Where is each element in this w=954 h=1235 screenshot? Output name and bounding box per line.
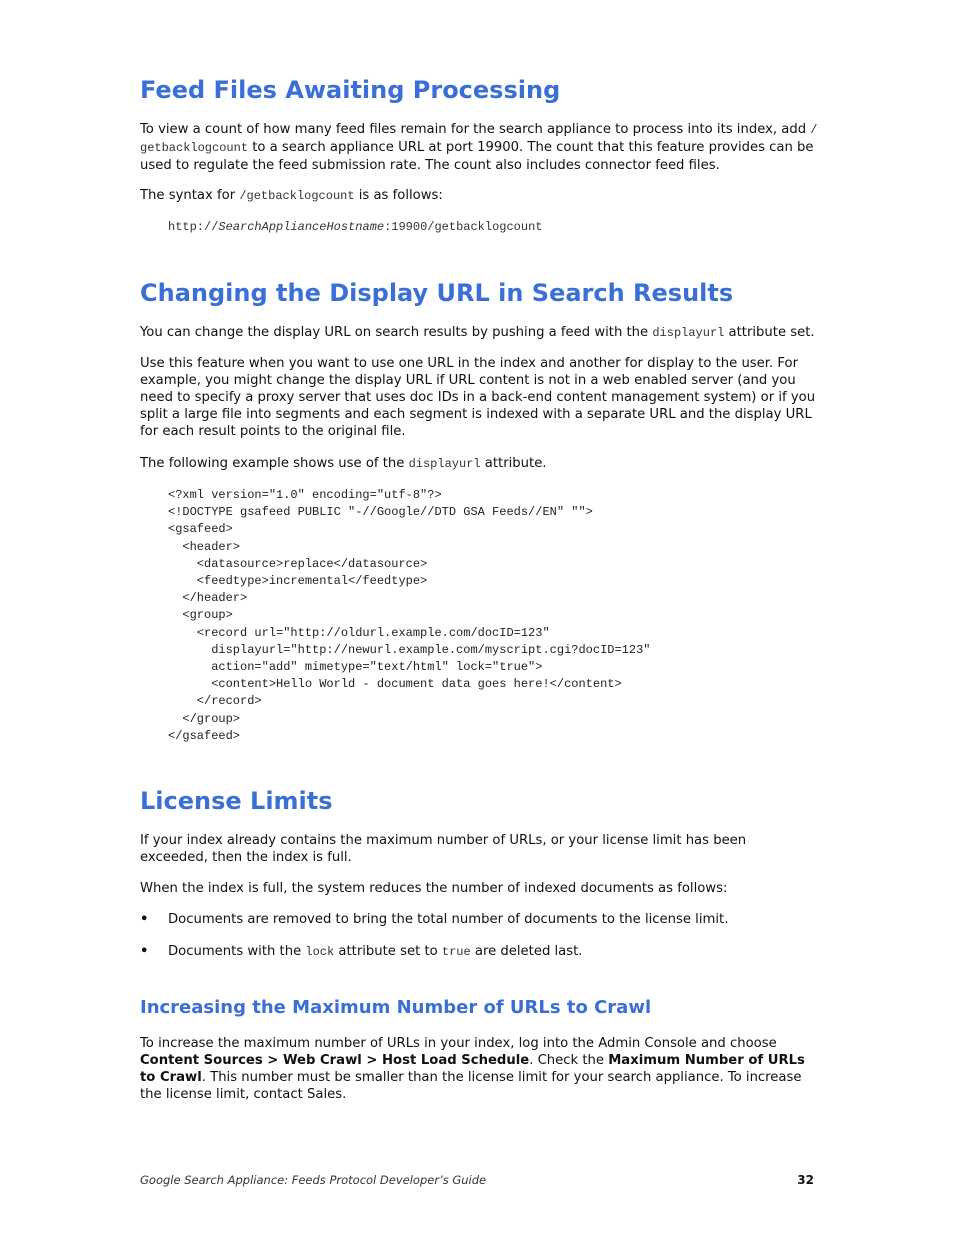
license-paragraph-1: If your index already contains the maximum number of URLs, or your license limit has been exceeded, then the index is full. (140, 833, 747, 865)
display-url-paragraph-2: Use this feature when you want to use one URL in the index and another for display to the user. For example, you might change the display URL if URL content is not in a web enabled server (and you need to specify a proxy server that uses doc IDs in a back-end content management system) or if you split a large file into segments and each segment is indexed with a separate URL and the display URL for each result points to the original file. (140, 356, 816, 439)
xml-code-example (168, 487, 650, 745)
code-line: <feedtype>incremental</feedtype> (168, 574, 428, 589)
heading-license-limits: License Limits (140, 787, 333, 815)
code-line: action="add" mimetype="text/html" lock="true"> (168, 660, 543, 675)
heading-display-url: Changing the Display URL in Search Results (140, 279, 734, 307)
code-line: <datasource>replace</datasource> (168, 556, 428, 571)
code-line: </header> (168, 591, 248, 606)
getbacklogcount-syntax: http://SearchApplianceHostname:19900/getbacklogcount (168, 220, 543, 234)
increasing-paragraph-1: To increase the maximum number of URLs in your index, log into the Admin Console and choose Content Sources > Web Crawl > Host Load Schedule. Check the Maximum Number of URLs to Crawl. This number must be smaller than the license limit for your search appliance. To increase the license limit, contact Sales. (140, 1036, 805, 1102)
bullet-text: Documents are removed to bring the total number of documents to the license limit. (168, 912, 729, 927)
bullet-marker: • (140, 912, 149, 927)
bullet-marker: • (140, 944, 149, 959)
display-url-paragraph-3: The following example shows use of the displayurl attribute. (140, 456, 547, 471)
heading-increasing-max-urls: Increasing the Maximum Number of URLs to Crawl (140, 997, 652, 1018)
code-line: <record url="http://oldurl.example.com/docID=123" (168, 625, 550, 640)
code-line: </group> (168, 711, 241, 726)
code-line: displayurl="http://newurl.example.com/myscript.cgi?docID=123" (168, 642, 651, 657)
footer-page-number: 32 (797, 1173, 814, 1187)
feed-files-paragraph-1: To view a count of how many feed files remain for the search appliance to process into its index, add / getbacklogcount to a search appliance URL at port 19900. The count that this feature provides can be used to regulate the feed submission rate. The count also includes connector feed files. (140, 122, 818, 173)
heading-feed-files: Feed Files Awaiting Processing (140, 76, 561, 104)
feed-files-paragraph-2: The syntax for /getbacklogcount is as follows: (140, 188, 443, 203)
bullet-text: Documents with the lock attribute set to true are deleted last. (168, 944, 583, 959)
code-line: <content>Hello World - document data goes here!</content> (168, 677, 622, 692)
license-paragraph-2: When the index is full, the system reduces the number of indexed documents as follows: (140, 881, 728, 896)
code-line: <gsafeed> (168, 522, 233, 537)
code-line: </record> (168, 694, 262, 709)
code-line: <header> (168, 539, 241, 554)
code-line: <!DOCTYPE gsafeed PUBLIC "-//Google//DTD GSA Feeds//EN" ""> (168, 505, 593, 520)
code-line: </gsafeed> (168, 728, 241, 743)
code-line: <group> (168, 608, 233, 623)
display-url-paragraph-1: You can change the display URL on search results by pushing a feed with the displayurl attribute set. (140, 325, 815, 340)
footer-guide-title: Google Search Appliance: Feeds Protocol Developer’s Guide (140, 1173, 487, 1187)
code-line: <?xml version="1.0" encoding="utf-8"?> (168, 488, 442, 502)
